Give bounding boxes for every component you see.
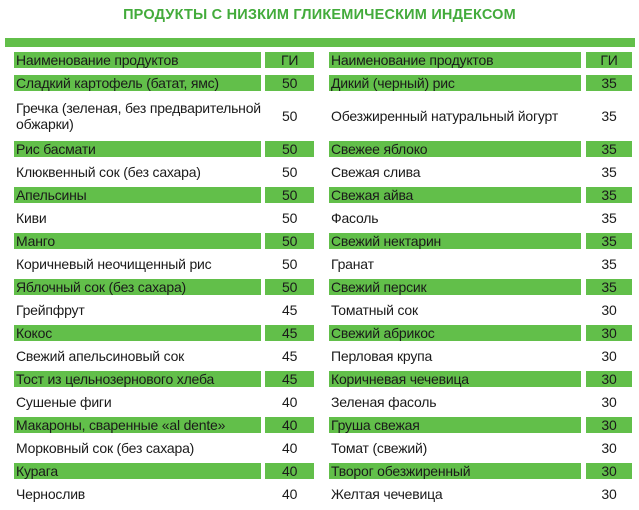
product-name: Рис басмати (14, 141, 261, 157)
gi-value: 30 (601, 301, 617, 318)
gi-value: 35 (601, 107, 617, 124)
gi-value: 30 (586, 371, 632, 387)
gi-value: 50 (281, 163, 298, 180)
gi-value: 30 (601, 393, 617, 410)
product-name: Творог обезжиренный (329, 463, 581, 479)
product-name: Апельсины (14, 187, 261, 203)
table-row (329, 98, 633, 134)
gi-value: 40 (281, 393, 298, 410)
gi-value: 40 (281, 485, 298, 502)
product-name: Коричневый неочищенный рис (16, 255, 212, 272)
table-row (329, 164, 633, 180)
table-header (329, 52, 633, 68)
product-name: Манго (14, 233, 261, 249)
gi-value: 40 (281, 439, 298, 456)
product-name: Свежая айва (329, 187, 581, 203)
product-name: Гранат (331, 255, 374, 272)
gi-value: 50 (265, 279, 314, 295)
table-row (14, 98, 314, 134)
gi-value: 30 (601, 347, 617, 364)
table-header (14, 52, 314, 68)
table-row (329, 394, 633, 410)
table-row (14, 325, 314, 341)
table-row (329, 371, 633, 387)
gi-value: 35 (586, 141, 632, 157)
table-row (329, 279, 633, 295)
product-name: Морковный сок (без сахара) (16, 439, 195, 456)
product-name: Томатный сок (331, 301, 418, 318)
gi-value: 45 (265, 325, 314, 341)
product-name: Свежий абрикос (329, 325, 581, 341)
gi-value: 50 (281, 107, 298, 124)
table-row (329, 75, 633, 91)
table-row (14, 187, 314, 203)
table-row (329, 486, 633, 502)
gi-value: 30 (601, 439, 617, 456)
product-name: Грейпфрут (16, 301, 85, 318)
gi-value: 30 (586, 325, 632, 341)
table-row (14, 394, 314, 410)
gi-value: 45 (265, 371, 314, 387)
gi-value: 50 (265, 187, 314, 203)
table-row (329, 417, 633, 433)
table-row (14, 348, 314, 364)
gi-value: 45 (281, 301, 298, 318)
table-row (329, 210, 633, 226)
left-table (14, 52, 314, 509)
product-name: Клюквенный сок (без сахара) (16, 163, 201, 180)
gi-value: 50 (281, 255, 298, 272)
table-row (329, 256, 633, 272)
product-name: Тост из цельнозернового хлеба (14, 371, 261, 387)
product-name: Свежий нектарин (329, 233, 581, 249)
table-row (329, 440, 633, 456)
table-row (329, 302, 633, 318)
gi-value: 40 (265, 417, 314, 433)
header-bar (5, 38, 635, 47)
table-row (14, 302, 314, 318)
gi-value: 35 (586, 279, 632, 295)
table-row (14, 486, 314, 502)
product-name: Свежая слива (331, 163, 421, 180)
table-row (14, 440, 314, 456)
table-row (14, 279, 314, 295)
gi-value: 30 (586, 463, 632, 479)
table-row (14, 463, 314, 479)
column-header-gi: ГИ (265, 52, 314, 68)
column-header-gi: ГИ (586, 52, 632, 68)
product-name: Кокос (14, 325, 261, 341)
gi-value: 40 (265, 463, 314, 479)
gi-value: 50 (265, 75, 314, 91)
product-name: Макароны, сваренные «al dente» (14, 417, 261, 433)
gi-value: 50 (265, 233, 314, 249)
product-name: Киви (16, 209, 47, 226)
gi-value: 35 (586, 233, 632, 249)
gi-value: 50 (265, 141, 314, 157)
gi-value: 35 (586, 75, 632, 91)
table-row (14, 417, 314, 433)
right-table (329, 52, 633, 509)
product-name: Зеленая фасоль (331, 393, 437, 410)
product-name: Фасоль (331, 209, 379, 226)
product-name: Свежий персик (329, 279, 581, 295)
product-name: Сушеные фиги (16, 393, 112, 410)
gi-value: 30 (601, 485, 617, 502)
gi-value: 35 (601, 163, 617, 180)
gi-value: 45 (281, 347, 298, 364)
gi-value: 50 (281, 209, 298, 226)
product-name: Сладкий картофель (батат, ямс) (14, 75, 261, 91)
product-name: Гречка (зеленая, без предварительной обжарки) (16, 100, 261, 132)
column-header-name: Наименование продуктов (329, 52, 581, 68)
product-name: Курага (14, 463, 261, 479)
table-row (329, 141, 633, 157)
table-row (14, 371, 314, 387)
table-row (329, 348, 633, 364)
table-row (14, 164, 314, 180)
product-name: Коричневая чечевица (329, 371, 581, 387)
product-name: Томат (свежий) (331, 439, 428, 456)
product-name: Свежий апельсиновый сок (16, 347, 185, 364)
table-row (329, 233, 633, 249)
table-row (14, 75, 314, 91)
column-header-name: Наименование продуктов (14, 52, 261, 68)
table-row (329, 187, 633, 203)
table-row (14, 256, 314, 272)
table-row (329, 463, 633, 479)
product-name: Чернослив (16, 485, 86, 502)
product-name: Яблочный сок (без сахара) (14, 279, 261, 295)
gi-value: 35 (601, 209, 617, 226)
product-name: Перловая крупа (331, 347, 433, 364)
table-row (14, 233, 314, 249)
table-row (329, 325, 633, 341)
product-name: Дикий (черный) рис (329, 75, 581, 91)
gi-value: 35 (601, 255, 617, 272)
gi-value: 30 (586, 417, 632, 433)
product-name: Обезжиренный натуральный йогурт (331, 108, 559, 124)
product-name: Желтая чечевица (331, 485, 443, 502)
product-name: Свежее яблоко (329, 141, 581, 157)
product-name: Груша свежая (329, 417, 581, 433)
page-title: ПРОДУКТЫ С НИЗКИМ ГЛИКЕМИЧЕСКИМ ИНДЕКСОМ (123, 7, 516, 23)
table-row (14, 210, 314, 226)
gi-value: 35 (586, 187, 632, 203)
table-row (14, 141, 314, 157)
